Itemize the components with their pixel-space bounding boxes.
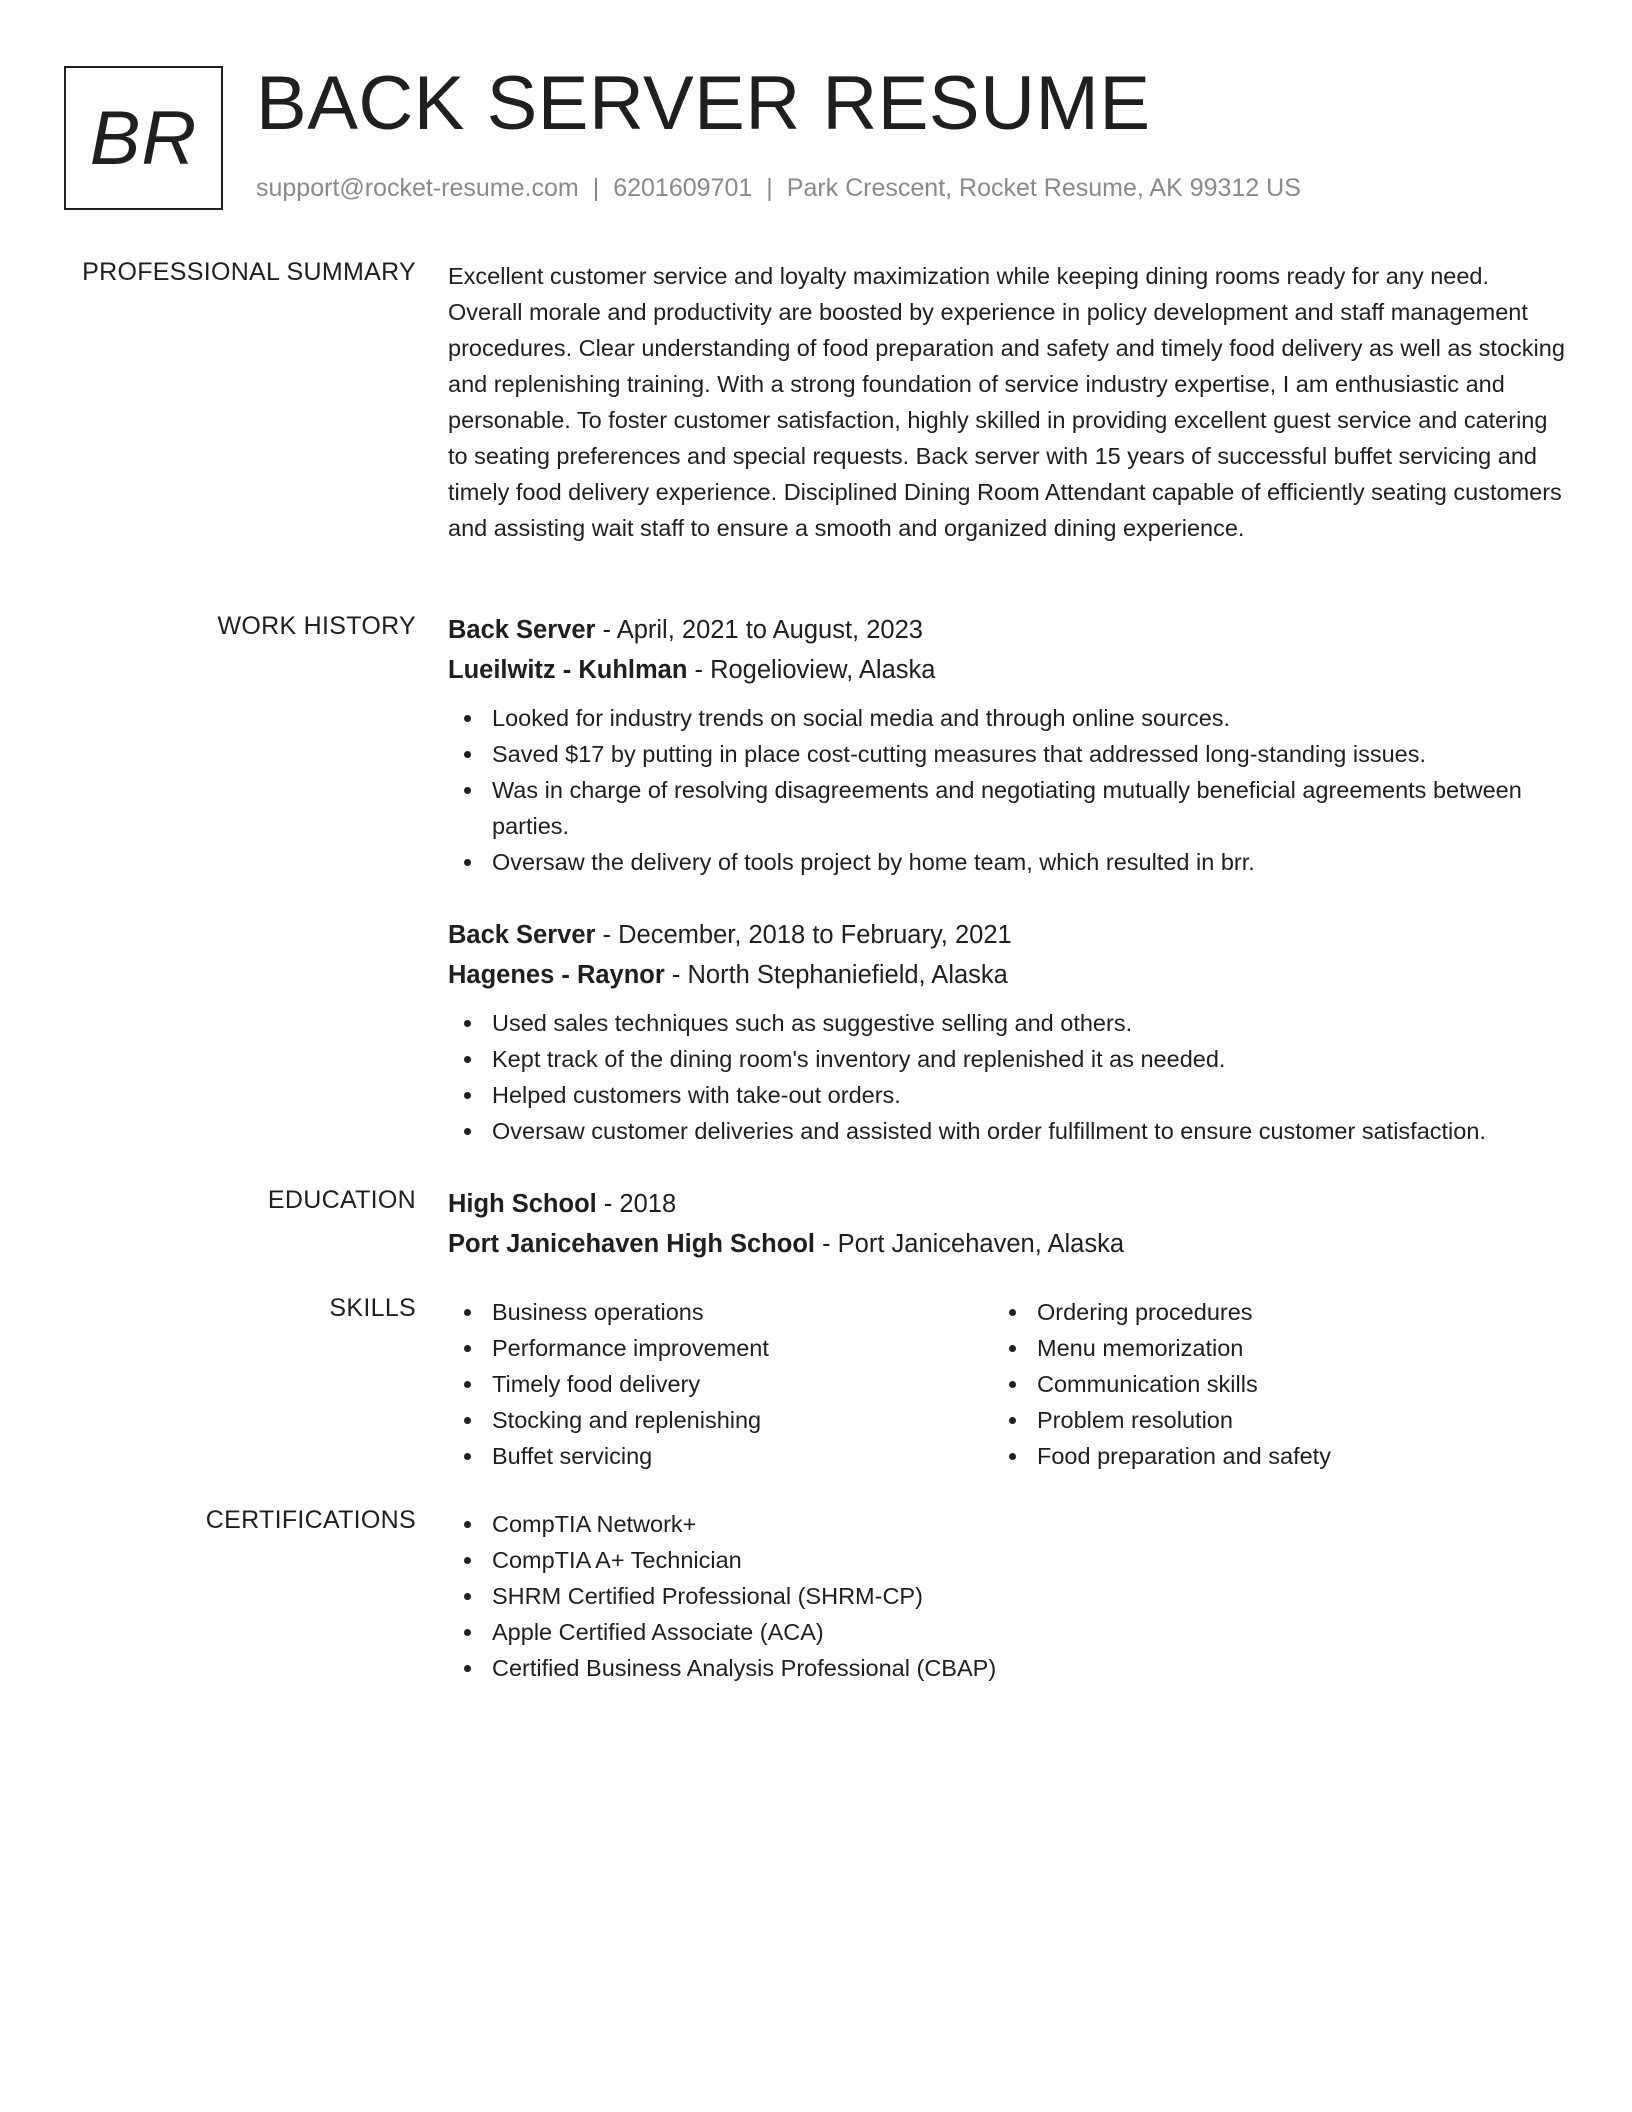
summary-text: Excellent customer service and loyalty maximization while keeping dining rooms ready for any need. Overall morale and productivity are boosted by experience in policy development and staff management procedures. Clear understanding of food preparation and safety and timely food delivery as well as stocking and replenishing training. With a strong foundation of service industry expertise, I am enthusiastic and personable. To foster customer satisfaction, highly skilled in providing excellent guest service and catering to seating preferences and special requests. Back server with 15 years of successful buffet servicing and timely food delivery experience. Disciplined Dining Room Attendant capable of efficiently seating customers and assisting wait staff to ensure a smooth and organized dining experience. [448,263,1565,541]
certification-item: SHRM Certified Professional (SHRM-CP) [448,1578,1568,1614]
job-bullet: Looked for industry trends on social media and through online sources. [448,700,1568,736]
contact-separator: | [766,174,773,202]
job-company: Lueilwitz - Kuhlman [448,656,688,684]
section-title-work-history: WORK HISTORY [217,612,416,640]
job-role: Back Server [448,616,596,644]
certifications-list [448,1506,1568,1686]
skill-item: Business operations [448,1294,993,1330]
job-company: Hagenes - Raynor [448,961,665,989]
education-degree: High School [448,1190,597,1218]
skill-item: Menu memorization [993,1330,1538,1366]
skill-item: Communication skills [993,1366,1538,1402]
section-title-summary: PROFESSIONAL SUMMARY [82,258,416,286]
skills-column-left [448,1294,993,1474]
job-role: Back Server [448,921,596,949]
job-bullet: Saved $17 by putting in place cost-cutting measures that addressed long-standing issues. [448,736,1568,772]
job-bullet: Oversaw customer deliveries and assisted with order fulfillment to ensure customer satisfaction. [448,1113,1568,1149]
certification-item: Certified Business Analysis Professional (CBAP) [448,1650,1568,1686]
skill-item: Buffet servicing [448,1438,993,1474]
job-bullet: Was in charge of resolving disagreements and negotiating mutually beneficial agreements between parties. [448,772,1568,844]
skill-item: Timely food delivery [448,1366,993,1402]
certification-item: Apple Certified Associate (ACA) [448,1614,1568,1650]
job-title-line [448,610,1568,650]
certification-item: CompTIA A+ Technician [448,1542,1568,1578]
skill-item: Stocking and replenishing [448,1402,993,1438]
job-dates: - December, 2018 to February, 2021 [595,921,1012,949]
resume-header [64,61,1564,210]
monogram-box [64,66,223,210]
job-entry [448,915,1568,1149]
job-bullet: Oversaw the delivery of tools project by home team, which resulted in brr. [448,844,1568,880]
education-degree-line [448,1184,1568,1224]
certification-item: CompTIA Network+ [448,1506,1568,1542]
contact-email: support@rocket-resume.com [256,174,579,202]
job-location: - Rogelioview, Alaska [687,656,936,684]
job-bullets [448,700,1568,880]
monogram-initials: BR [89,95,198,181]
skills-grid [448,1294,1568,1474]
job-company-line [448,650,1568,690]
education-location: - Port Janicehaven, Alaska [815,1230,1125,1258]
job-title-line [448,915,1568,955]
job-dates: - April, 2021 to August, 2023 [595,616,923,644]
education-school: Port Janicehaven High School [448,1230,815,1258]
job-bullet: Helped customers with take-out orders. [448,1077,1568,1113]
education-entry [448,1184,1568,1264]
job-bullet: Kept track of the dining room's inventory and replenished it as needed. [448,1041,1568,1077]
contact-phone: 6201609701 [613,174,753,202]
section-title-certifications: CERTIFICATIONS [205,1506,416,1534]
contact-separator: | [592,174,600,202]
skill-item: Performance improvement [448,1330,993,1366]
skills-column-right [993,1294,1538,1474]
job-entry [448,610,1568,880]
education-school-line [448,1224,1568,1264]
contact-line [256,174,1301,203]
job-location: - North Stephaniefield, Alaska [664,961,1008,989]
skill-item: Problem resolution [993,1402,1538,1438]
skill-item: Ordering procedures [993,1294,1538,1330]
section-title-skills: SKILLS [329,1294,416,1322]
education-year: - 2018 [596,1190,677,1218]
skill-item: Food preparation and safety [993,1438,1538,1474]
job-company-line [448,955,1568,995]
contact-address: Park Crescent, Rocket Resume, AK 99312 US [786,174,1301,202]
job-bullet: Used sales techniques such as suggestive selling and others. [448,1005,1568,1041]
resume-title: BACK SERVER RESUME [256,61,1151,146]
certifications-list-wrap [448,1506,1568,1686]
section-title-education: EDUCATION [267,1186,416,1214]
job-bullets [448,1005,1568,1149]
